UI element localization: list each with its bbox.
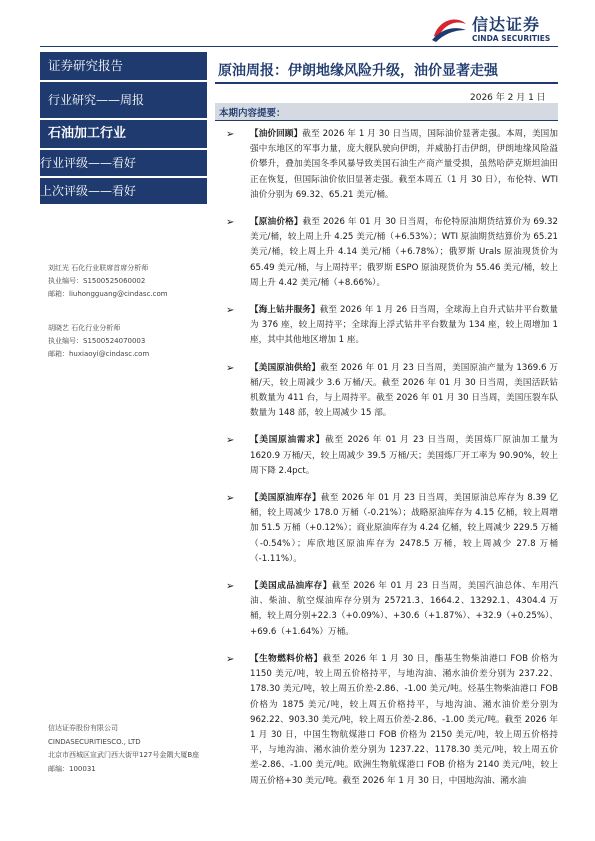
summary-item [226,433,558,479]
summary-heading-text: 本期内容提要： [219,108,286,119]
summary-item-text: 截至 2026 年 01 月 23 日当周，美国原油总库存为 8.39 亿桶，较上周减少 178.0 万桶（-0.21%）；战略原油库存为 4.15 亿桶，较上周增加 51.5 万桶（+0.12%）；商业原油库存为 4.24 亿桶，较上周减少 229.5 万桶（-0.54%）；库欣地区原油库存为 2478.5 万桶，较上周减少 27.8 万桶（-1.11%）。 [250,493,558,564]
report-date: 2026 年 2 月 1 日 [470,93,546,103]
summary-item [226,215,558,291]
summary-item [226,127,558,203]
analyst-info [48,262,208,301]
arrow-bullet-icon: ➢ [226,129,235,140]
company-postcode: 邮编：100031 [48,764,96,773]
summary-item-lead: 【美国原油供给】 [250,362,321,373]
summary-item-lead: 【原油价格】 [250,217,303,228]
arrow-bullet-icon: ➢ [226,435,235,447]
title-rule [215,82,558,84]
summary-item-text: 截至 2026 年 1 月 26 日当周，全球海上自升式钻井平台数量为 376 座，较上周持平；全球海上浮式钻井平台数量为 134 座，较上周增加 1 座，其中其他地区增加 1 座。 [250,305,558,346]
arrow-bullet-icon: ➢ [226,217,235,229]
analyst-license: 执业编号：S1500525060002 [48,277,146,285]
logo-text-cn: 信达证券 [472,15,541,34]
arrow-bullet-icon: ➢ [226,581,235,593]
arrow-bullet-icon: ➢ [226,653,235,665]
sidebar [40,52,207,204]
previous-rating: 上次评级——看好 [40,178,207,204]
summary-item-text: 截至 2026 年 01 月 23 日当周，美国原油产量为 1369.6 万桶/天，较上周减少 3.6 万桶/天。截至 2026 年 01 月 30 日当周，美国活跃钻机数量为 411 台，与上周持平。截至 2026 年 01 月 30 日当周，美国压裂车队数量为 148 部，较上周减少 15 部。 [250,362,558,419]
research-type-label: 行业研究——周报 [40,82,207,118]
summary-item [226,652,558,789]
summary-item [226,491,558,567]
company-name-en: CINDASECURITIESCO., LTD [48,737,141,746]
company-address: 北京市西城区宣武门西大街甲127号金隅大厦B座 [48,751,200,759]
summary-item-lead: 【美国原油库存】 [250,493,321,504]
summary-item [226,303,558,349]
summary-list [226,127,558,801]
summary-item-text: 截至 2026 年 1 月 30 日，酯基生物柴油港口 FOB 价格为 1150 美元/吨，较上周五价格持平，与地沟油、潲水油价差分别为 237.22、178.30 美元/吨，较上周五价差-2.86、-1.00 美元/吨。烃基生物柴油港口 FOB 价格为 1875 美元/吨，较上周五价格持平，与地沟油、潲水油价差分别为 962.22、903.30 美元/吨，较上周五价差-2.86、-1.00 美元/吨。截至 2026 年 1 月 30 日，中国生物航煤港口 FOB 价格为 2150 美元/吨，较上周五价格持平，与地沟油、潲水油价差分别为 1237.22、1178.30 美元/吨，较上周五价差-2.86、-1.00 美元/吨。欧洲生物航煤港口 FOB 价格为 2140 美元/吨，较上周五价格+30 美元/吨。截至 2026 年 1 月 30 日，中国地沟油、潲水油 [250,653,558,786]
top-rule [40,46,558,47]
company-name: 信达证券股份有限公司 [48,724,118,732]
industry-label: 石油加工行业 [40,120,207,148]
analyst-info [48,322,208,361]
report-title: 原油周报：伊朗地缘风险升级，油价显著走强 [218,63,498,79]
summary-item-text: 截至 2026 年 01 月 23 日当周，美国炼厂原油加工量为 1620.9 万桶/天，较上周减少 39.5 万桶/天；美国炼厂开工率为 90.90%，较上周下降 2.4pct。 [250,435,558,476]
arrow-bullet-icon: ➢ [226,362,235,374]
summary-item [226,579,558,640]
summary-heading [215,103,558,121]
summary-item-lead: 【生物燃料价格】 [250,653,323,664]
analyst-license: 执业编号：S1500524070003 [48,337,146,345]
analyst-name-title: 刘红光 石化行业联席首席分析师 [48,264,149,272]
summary-item-lead: 【美国原油需求】 [250,435,326,446]
summary-item-text: 截至 2026 年 01 月 23 日当周，美国汽油总体、车用汽油、柴油、航空煤油库存分别为 25721.3、1664.2、13292.1、4304.4 万桶，较上周分别+22.3（+0.09%）、+30.6（+1.87%）、+32.9（+0.25%）、+69.6（+1.64%）万桶。 [250,581,558,637]
summary-item-lead: 【美国成品油库存】 [250,581,332,592]
summary-item-lead: 【油价回顾】 [250,129,303,139]
report-type-label: 证券研究报告 [40,52,207,80]
arrow-bullet-icon: ➢ [226,305,235,317]
summary-item-text: 截至 2026 年 01 月 30 日当周，布伦特原油期货结算价为 69.32 美元/桶，较上周上升 4.25 美元/桶（+6.53%）；WTI 原油期货结算价为 65.21 美元/桶，较上周上升 4.14 美元/桶（+6.78%）；俄罗斯 Urals 原油现货价为 65.49 美元/桶，与上周持平；俄罗斯 ESPO 原油现货价为 55.46 美元/桶，较上周上升 4.42 美元/桶（+8.66%）。 [250,217,558,288]
cinda-logo [430,12,580,46]
analyst-email[interactable]: 邮箱：huxiaoyi@cindasc.com [48,350,150,358]
cinda-swoosh-icon [430,14,468,44]
summary-item-lead: 【海上钻井服务】 [250,305,320,316]
analyst-email[interactable]: 邮箱：liuhongguang@cindasc.com [48,290,168,298]
summary-item [226,361,558,422]
company-info [48,722,208,776]
arrow-bullet-icon: ➢ [226,493,235,505]
industry-rating: 行业评级——看好 [40,150,207,176]
analyst-name-title: 胡晓艺 石化行业分析师 [48,324,121,332]
logo-text-en: CINDA SECURITIES [472,34,551,43]
summary-item-text: 截至 2026 年 1 月 30 日当周，国际油价显著走强。本周，美国加强中东地区的军事力量，庞大舰队驶向伊朗，并威胁打击伊朗，伊朗地缘风险溢价攀升，叠加美国冬季风暴导致美国石油生产商产量受损，虽然哈萨克斯坦油田正在恢复，但国际油价依旧显著走强。截至本周五（1 月 30 日），布伦特、WTI 油价分别为 69.32、65.21 美元/桶。 [250,129,558,200]
